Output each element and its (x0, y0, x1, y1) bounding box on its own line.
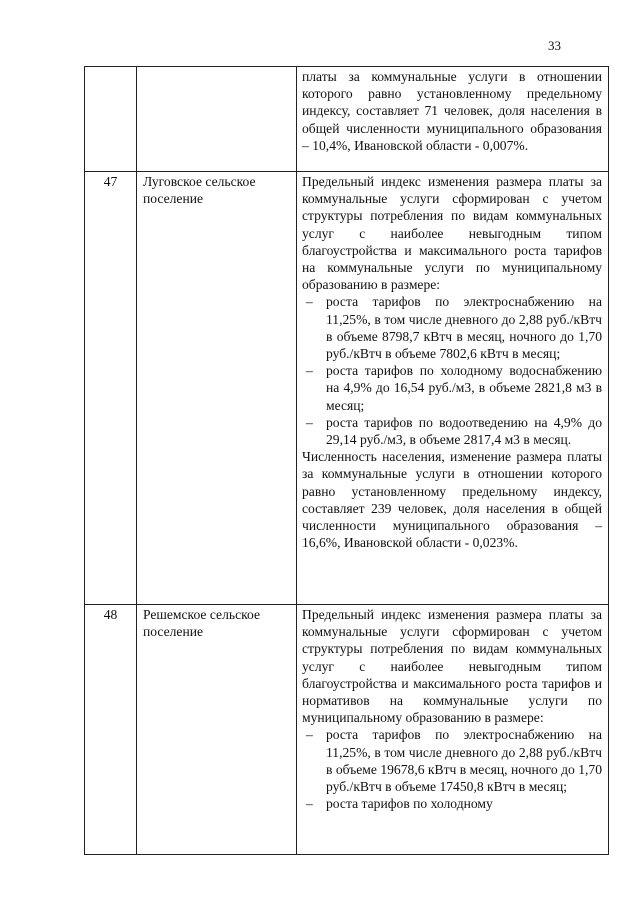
list-item-text: роста тарифов по электроснабжению на 11,25%, в том числе дневного до 2,88 руб./кВтч в объеме 19678,6 кВтч в месяц, ночного до 1,70 руб./кВтч в объеме 17450,8 кВтч в месяц; (326, 727, 602, 795)
intro-paragraph: Предельный индекс изменения размера платы за коммунальные услуги сформирован с учетом структуры потребления по видам коммунальных услуг с наиболее невыгодным типом благоустройства и максимального роста тарифов на коммунальные услуги по муниципальному образованию в размере: (302, 174, 602, 293)
list-item (302, 795, 602, 812)
table-row (85, 67, 609, 172)
dash-marker: – (306, 363, 313, 379)
list-item (302, 362, 602, 414)
intro-paragraph: Предельный индекс изменения размера платы за коммунальные услуги сформирован с учетом структуры потребления по видам коммунальных услуг с наиболее невыгодным типом благоустройства и максимального роста тарифов и нормативов на коммунальные услуги по муниципальному образованию в размере: (302, 607, 602, 726)
description-cell (297, 172, 609, 605)
list-item (302, 293, 602, 362)
tariff-list (302, 726, 602, 812)
page-number: 33 (548, 38, 561, 53)
dash-marker: – (306, 796, 313, 812)
list-item-text: роста тарифов по холодному (326, 796, 493, 812)
list-item (302, 726, 602, 795)
row-number-cell: 47 (85, 172, 137, 605)
list-item (302, 414, 602, 448)
table-row (85, 605, 609, 855)
table-row (85, 172, 609, 605)
list-item-text: роста тарифов по водоотведению на 4,9% до 29,14 руб./м3, в объеме 2817,4 м3 в месяц. (326, 414, 602, 448)
tariff-table (84, 66, 609, 855)
continuation-paragraph: платы за коммунальные услуги в отношении которого равно установленному предельному индексу, составляет 71 человек, доля населения в общей численности муниципального образования – 10,4%, Ивановской области - 0,007%. (302, 69, 602, 153)
dash-marker: – (306, 414, 313, 430)
municipality-name-cell (137, 67, 297, 172)
description-cell (297, 605, 609, 855)
description-cell (297, 67, 609, 172)
row-number-cell: 48 (85, 605, 137, 855)
dash-marker: – (306, 294, 313, 310)
municipality-name-cell: Луговское сельское поселение (137, 172, 297, 605)
tariff-list (302, 293, 602, 448)
outro-paragraph: Численность населения, изменение размера платы за коммунальные услуги в отношении которого равно установленному предельному индексу, составляет 239 человек, доля населения в общей численности муниципального образования – 16,6%, Ивановской области - 0,023%. (302, 449, 602, 551)
dash-marker: – (306, 727, 313, 743)
municipality-name-cell: Решемское сельское поселение (137, 605, 297, 855)
list-item-text: роста тарифов по электроснабжению на 11,25%, в том числе дневного до 2,88 руб./кВтч в объеме 8798,7 кВтч в месяц, ночного до 1,70 руб./кВтч в объеме 7802,6 кВтч в месяц; (326, 294, 602, 362)
list-item-text: роста тарифов по холодному водоснабжению на 4,9% до 16,54 руб./м3, в объеме 2821,8 м3 в месяц; (326, 363, 602, 413)
row-number-cell (85, 67, 137, 172)
